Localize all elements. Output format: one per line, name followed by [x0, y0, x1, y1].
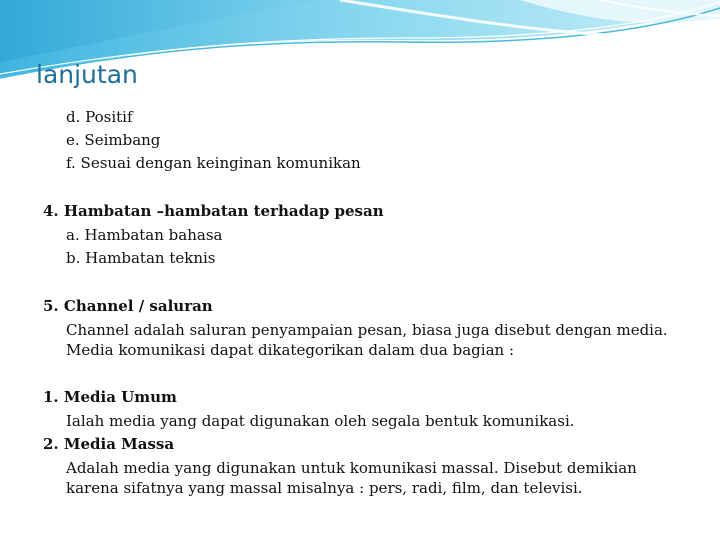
channel-definition-line-1: Channel adalah saluran penyampaian pesan, biasa juga disebut dengan media.	[66, 321, 668, 339]
list-item-hambatan-bahasa: a. Hambatan bahasa	[66, 226, 223, 244]
slide-title: lanjutan	[36, 60, 138, 89]
list-item-sesuai: f. Sesuai dengan keinginan komunikan	[66, 154, 361, 172]
section-4-heading: 4. Hambatan –hambatan terhadap pesan	[43, 202, 384, 220]
media-umum-description: Ialah media yang dapat digunakan oleh segala bentuk komunikasi.	[66, 412, 575, 430]
section-5-heading: 5. Channel / saluran	[43, 297, 213, 315]
media-umum-heading: 1. Media Umum	[43, 388, 177, 406]
media-massa-heading: 2. Media Massa	[43, 435, 175, 453]
list-item-hambatan-teknis: b. Hambatan teknis	[66, 249, 216, 267]
list-item-seimbang: e. Seimbang	[66, 131, 161, 149]
channel-definition-line-2: Media komunikasi dapat dikategorikan dalam dua bagian :	[66, 341, 515, 359]
media-massa-description-line-1: Adalah media yang digunakan untuk komunikasi massal. Disebut demikian	[66, 459, 637, 477]
list-item-positif: d. Positif	[66, 108, 133, 126]
media-massa-description-line-2: karena sifatnya yang massal misalnya : pers, radi, film, dan televisi.	[66, 479, 583, 497]
